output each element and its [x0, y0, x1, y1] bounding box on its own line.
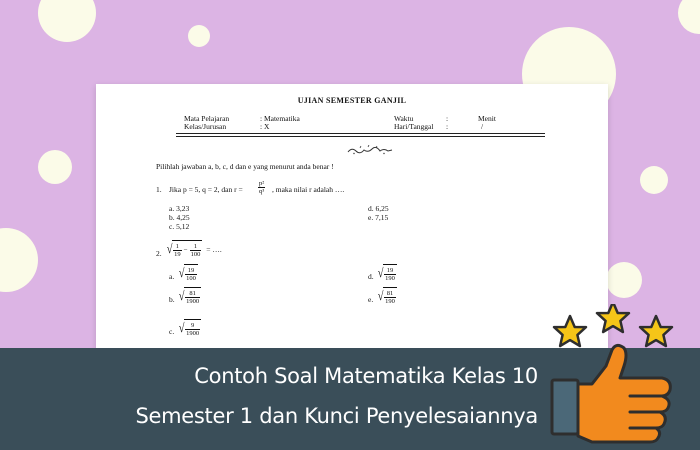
label-time: Waktu: [394, 114, 414, 123]
q2-option-b-label: b.: [169, 295, 175, 304]
q2-option-c: [178, 319, 201, 337]
header-rule: [176, 133, 545, 134]
sqrt-icon: √: [377, 265, 384, 280]
value-class: : X: [260, 122, 270, 131]
exam-paper: [96, 84, 608, 350]
q1-option-c: c. 5,12: [169, 222, 190, 231]
q2-option-e: [377, 287, 397, 305]
header-rule-thin: [176, 136, 545, 137]
q2-d-num: 19: [384, 267, 396, 275]
q2-option-c-label: c.: [169, 327, 175, 336]
sqrt-icon: √: [178, 265, 185, 280]
q2-minus: −: [183, 245, 188, 254]
sqrt-icon: √: [178, 288, 185, 303]
value-subject: : Matematika: [260, 114, 300, 123]
q2-e-den: 190: [385, 297, 395, 305]
instruction: Pilihlah jawaban a, b, c, d dan e yang menurut anda benar !: [156, 162, 334, 171]
banner-title-line2: Semester 1 dan Kunci Penyelesaiannya: [135, 404, 538, 428]
q1-fraction: [258, 180, 265, 195]
q2-expr-den2: 100: [190, 250, 201, 258]
q2-option-b: [178, 287, 201, 305]
star-icon: [554, 316, 586, 346]
label-day-date: Hari/Tanggal: [394, 122, 434, 131]
colon-time: :: [446, 114, 449, 123]
decor-circle: [678, 0, 700, 34]
banner-title-line1: Contoh Soal Matematika Kelas 10: [194, 364, 538, 388]
q1-option-e: e. 7,15: [368, 213, 389, 222]
q1-option-d: d. 6,25: [368, 204, 389, 213]
star-icon: [640, 316, 672, 346]
decor-circle: [38, 0, 96, 42]
q1-option-a: a. 3,23: [169, 204, 190, 213]
q2-expr-num1: 1: [173, 243, 182, 251]
calligraphy-ornament-icon: [346, 145, 394, 155]
sqrt-icon: √: [166, 241, 173, 256]
q2-option-e-label: e.: [368, 295, 374, 304]
decor-circle: [38, 150, 72, 184]
q2-c-den: 1900: [186, 329, 200, 337]
q1-frac-num: p²: [259, 180, 265, 187]
sqrt-icon: √: [178, 320, 185, 335]
q1-suffix: , maka nilai r adalah ….: [272, 185, 345, 194]
q2-b-den: 1900: [186, 297, 200, 305]
decor-circle: [188, 25, 210, 47]
q2-a-num: 19: [185, 267, 197, 275]
decor-circle: [0, 228, 38, 292]
q1-frac-den: q³: [259, 188, 265, 195]
q2-expr-den1: 19: [174, 250, 181, 258]
decor-circle: [606, 262, 642, 298]
q2-c-num: 9: [185, 322, 200, 330]
colon-day-date: :: [446, 122, 449, 131]
q2-a-den: 100: [186, 274, 196, 282]
q1-prefix: Jika p = 5, q = 2, dan r =: [169, 185, 243, 194]
value-day-date: /: [481, 122, 484, 131]
label-class: Kelas/Jurusan: [184, 122, 227, 131]
q2-b-num: 81: [185, 290, 200, 298]
value-time: Menit: [478, 114, 496, 123]
q1-option-b: b. 4,25: [169, 213, 190, 222]
q2-option-a-label: a.: [169, 272, 175, 281]
sqrt-icon: √: [377, 288, 384, 303]
q2-expr-num2: 1: [190, 243, 202, 251]
q2-tail: = ….: [206, 244, 222, 254]
q2-e-num: 81: [384, 290, 396, 298]
q2-expression: [166, 240, 222, 258]
q2-option-d: [377, 264, 397, 282]
thumbs-up-icon: [546, 304, 686, 444]
exam-title: UJIAN SEMESTER GANJIL: [297, 96, 407, 105]
label-subject: Mata Pelajaran: [184, 114, 230, 123]
decor-circle: [640, 166, 668, 194]
star-icon: [597, 304, 629, 332]
q1-number: 1.: [156, 185, 162, 194]
q2-number: 2.: [156, 249, 162, 258]
q2-option-d-label: d.: [368, 272, 374, 281]
q2-option-a: [178, 264, 198, 282]
q2-d-den: 190: [385, 274, 395, 282]
